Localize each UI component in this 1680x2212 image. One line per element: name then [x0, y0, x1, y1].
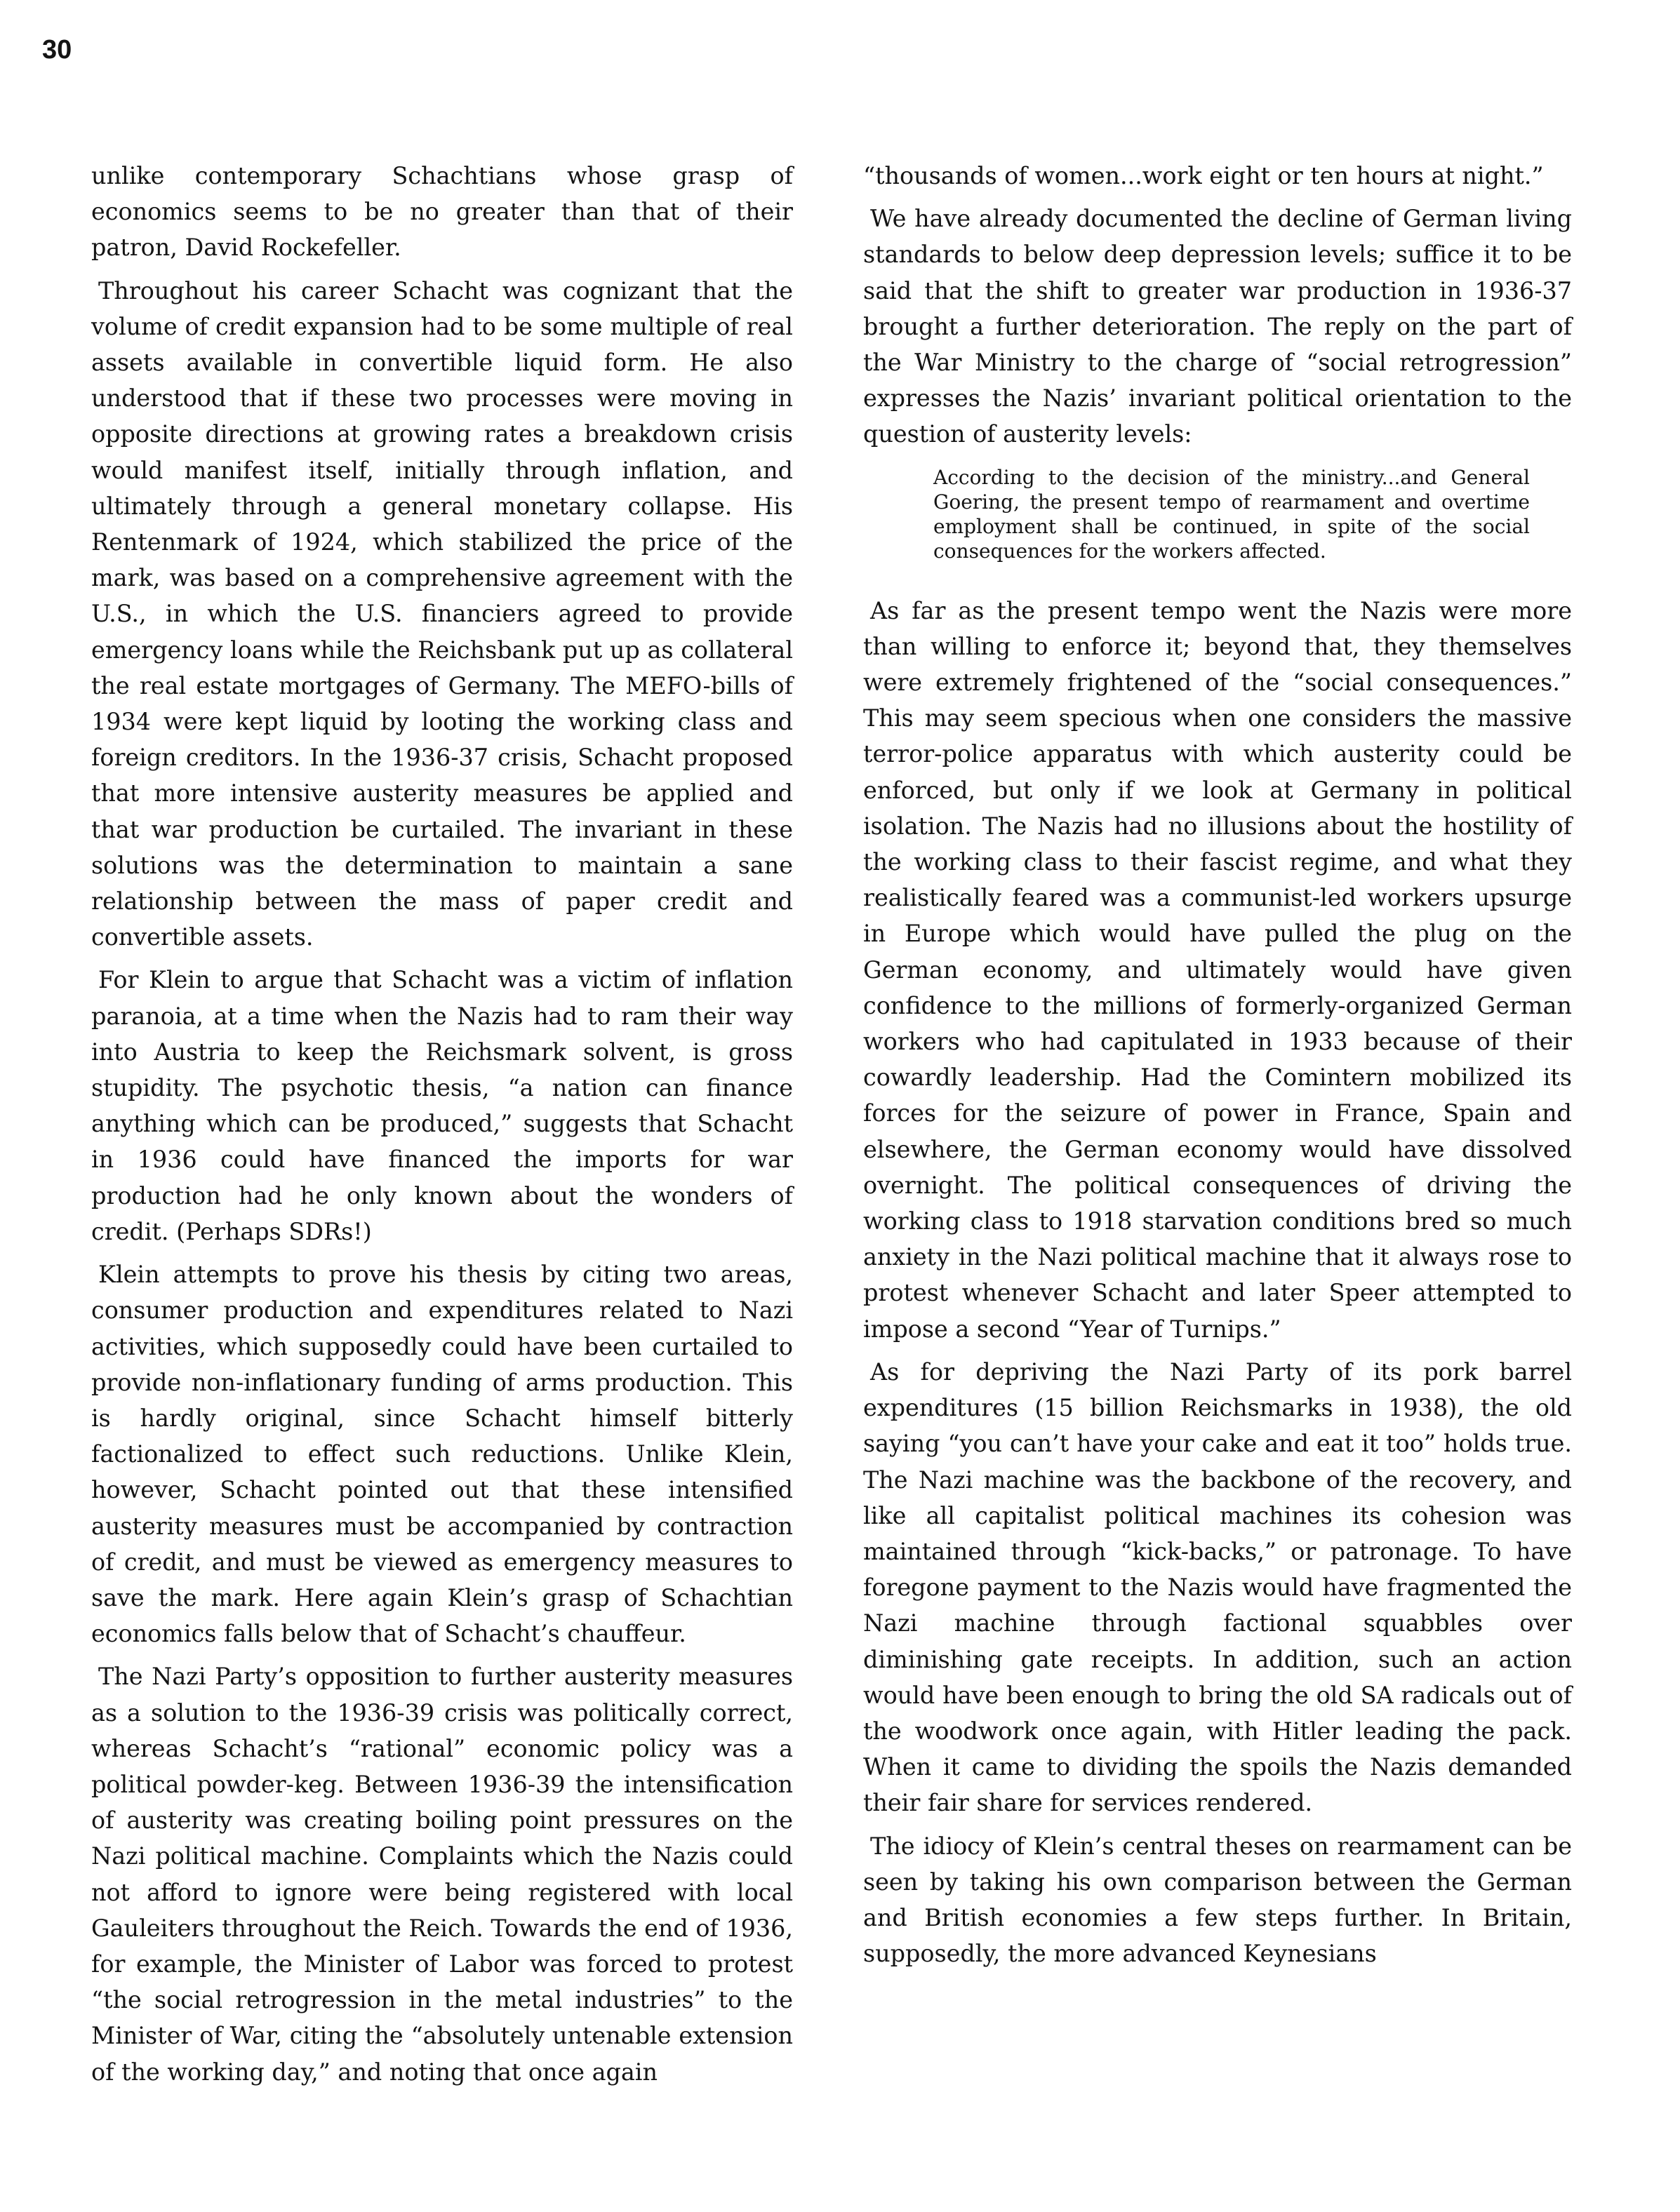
- paragraph: We have already documented the decline of German living standards to below deep depression levels; suffice it to be said that the shift to greater war production in 1936-37 brought a further deterioration. The reply on the part of the War Ministry to the charge of “social retrogression” expresses the Nazis’ invariant political orientation to the question of austerity levels:: [863, 205, 1572, 448]
- paragraph: “thousands of women...work eight or ten hours at night.”: [863, 162, 1544, 189]
- left-column: [91, 158, 793, 2097]
- paragraph: unlike contemporary Schachtians whose grasp of economics seems to be no greater than that of their patron, David Rockefeller.: [91, 162, 793, 262]
- paragraph: For Klein to argue that Schacht was a victim of inflation paranoia, at a time when the Nazis had to ram their way into Austria to keep the Reichsmark solvent, is gross stupidity. The psychotic thesis, “a nation can finance anything which can be produced,” suggests that Schacht in 1936 could have financed the imports for war production had he only known about the wonders of credit. (Perhaps SDRs!): [91, 966, 793, 1245]
- paragraph: Throughout his career Schacht was cognizant that the volume of credit expansion had to be some multiple of real assets available in convertible liquid form. He also understood that if these two processes were moving in opposite directions at growing rates a breakdown crisis would manifest itself, initially through inflation, and ultimately through a general monetary collapse. His Rentenmark of 1924, which stabilized the price of the mark, was based on a comprehensive agreement with the U.S., in which the U.S. financiers agreed to provide emergency loans while the Reichsbank put up as collateral the real estate mortgages of Germany. The MEFO-bills of 1934 were kept liquid by looting the working class and foreign creditors. In the 1936-37 crisis, Schacht proposed that more intensive austerity measures be applied and that war production be curtailed. The invariant in these solutions was the determination to maintain a sane relationship between the mass of paper credit and convertible assets.: [91, 276, 793, 951]
- paragraph: As for depriving the Nazi Party of its pork barrel expenditures (15 billion Reichsmarks in 1938), the old saying “you can’t have your cake and eat it too” holds true. The Nazi machine was the backbone of the recovery, and like all capitalist political machines its cohesion was maintained through “kick-backs,” or patronage. To have foregone payment to the Nazis would have fragmented the Nazi machine through factional squabbles over diminishing gate receipts. In addition, such an action would have been enough to bring the old SA radicals out of the woodwork once again, with Hitler leading the pack. When it came to dividing the spoils the Nazis demanded their fair share for services rendered.: [863, 1358, 1572, 1817]
- right-column: [863, 158, 1572, 1978]
- page-number: 30: [42, 35, 72, 65]
- paragraph: The Nazi Party’s opposition to further austerity measures as a solution to the 1936-39 crisis was politically correct, whereas Schacht’s “rational” economic policy was a political powder-keg. Between 1936-39 the intensification of austerity was creating boiling point pressures on the Nazi political machine. Complaints which the Nazis could not afford to ignore were being registered with local Gauleiters throughout the Reich. Towards the end of 1936, for example, the Minister of Labor was forced to protest “the social retrogression in the metal industries” to the Minister of War, citing the “absolutely untenable extension of the working day,” and noting that once again: [91, 1663, 793, 2086]
- block-quote: According to the decision of the ministry...and General Goering, the present tempo of rearmament and overtime employment shall be continued, in spite of the social consequences for the workers affected.: [933, 465, 1530, 563]
- paragraph: The idiocy of Klein’s central theses on rearmament can be seen by taking his own comparison between the German and British economies a few steps further. In Britain, supposedly, the more advanced Keynesians: [863, 1832, 1572, 1968]
- paragraph: As far as the present tempo went the Nazis were more than willing to enforce it; beyond that, they themselves were extremely frightened of the “social consequences.” This may seem specious when one considers the massive terror-police apparatus with which austerity could be enforced, but only if we look at Germany in political isolation. The Nazis had no illusions about the hostility of the working class to their fascist regime, and what they realistically feared was a communist-led workers upsurge in Europe which would have pulled the plug on the German economy, and ultimately would have given confidence to the millions of formerly-organized German workers who had capitulated in 1933 because of their cowardly leadership. Had the Comintern mobilized its forces for the seizure of power in France, Spain and elsewhere, the German economy would have dissolved overnight. The political consequences of driving the working class to 1918 starvation conditions bred so much anxiety in the Nazi political machine that it always rose to protest whenever Schacht and later Speer attempted to impose a second “Year of Turnips.”: [863, 596, 1572, 1343]
- paragraph: Klein attempts to prove his thesis by citing two areas, consumer production and expenditures related to Nazi activities, which supposedly could have been curtailed to provide non-inflationary funding of arms production. This is hardly original, since Schacht himself bitterly factionalized to effect such reductions. Unlike Klein, however, Schacht pointed out that these intensified austerity measures must be accompanied by contraction of credit, and must be viewed as emergency measures to save the mark. Here again Klein’s grasp of Schachtian economics falls below that of Schacht’s chauffeur.: [91, 1261, 793, 1648]
